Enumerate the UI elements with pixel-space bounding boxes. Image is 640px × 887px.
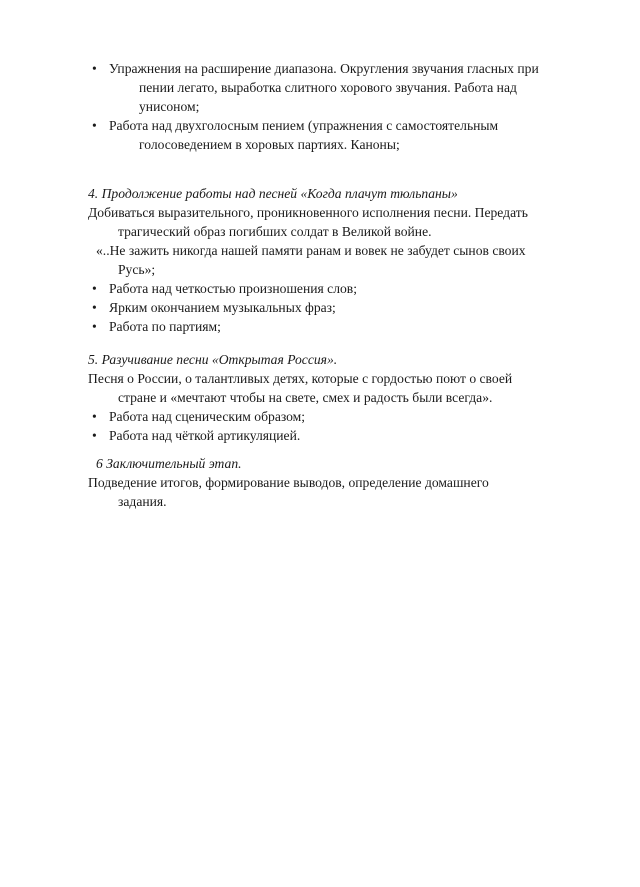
quote: «..Не зажить никогда нашей памяти ранам и вовек не забудет сынов своих — [96, 243, 526, 258]
list-item: • Работа над сценическим образом; — [92, 409, 306, 424]
bullet-icon: • — [92, 281, 97, 296]
bullet-icon: • — [92, 61, 97, 76]
list-item: • Ярким окончанием музыкальных фраз; — [92, 300, 336, 315]
section-heading: 4. Продолжение работы над песней «Когда плачут тюльпаны» — [88, 186, 458, 201]
list-item: • Работа над двухголосным пением (упражнения с самостоятельным голосоведением в хоровых партиях. Каноны; — [92, 118, 499, 152]
bullet-icon: • — [92, 428, 97, 443]
bullet-icon: • — [92, 319, 97, 334]
paragraph: Песня о России, о талантливых детях, которые с гордостью поют о своей — [88, 371, 513, 386]
section-5: 5. Разучивание песни «Открытая Россия». Песня о России, о талантливых детях, которые с гордостью поют о своей стране и «мечтают чтобы на свете, смех и радость были всегда». • Работа над сценическим образом; • Работа над чёткой артикуляцией. — [88, 350, 592, 445]
section-heading: 5. Разучивание песни «Открытая Россия». — [88, 352, 338, 367]
list-item: • Работа над чёткой артикуляцией. — [92, 428, 301, 443]
paragraph: Подведение итогов, формирование выводов, определение домашнего — [88, 475, 489, 490]
paragraph: Добиваться выразительного, проникновенного исполнения песни. Передать — [88, 205, 528, 220]
bullet-icon: • — [92, 300, 97, 315]
bullet-icon: • — [92, 409, 97, 424]
list-item: • Упражнения на расширение диапазона. Округления звучания гласных при пении легато, выработка слитного хорового звучания. Работа над унисоном; — [92, 61, 539, 114]
exercise-list — [88, 59, 592, 154]
section-6: 6 Заключительный этап. Подведение итогов, формирование выводов, определение домашнего задания. — [88, 454, 592, 511]
list-item: • Работа над четкостью произношения слов; — [92, 281, 357, 296]
list-item: • Работа по партиям; — [92, 319, 221, 334]
section-heading: 6 Заключительный этап. — [96, 456, 242, 471]
bullet-icon: • — [92, 118, 97, 133]
section-4: 4. Продолжение работы над песней «Когда плачут тюльпаны» Добиваться выразительного, проникновенного исполнения песни. Передать трагический образ погибших солдат в Великой войне. «..Не зажить никогда нашей памяти ранам и вовек не забудет сынов своих Русь»; • Работа над четкостью произношения слов; • Ярким окончанием музыкальных фраз; • Работа по партиям; — [88, 184, 592, 336]
